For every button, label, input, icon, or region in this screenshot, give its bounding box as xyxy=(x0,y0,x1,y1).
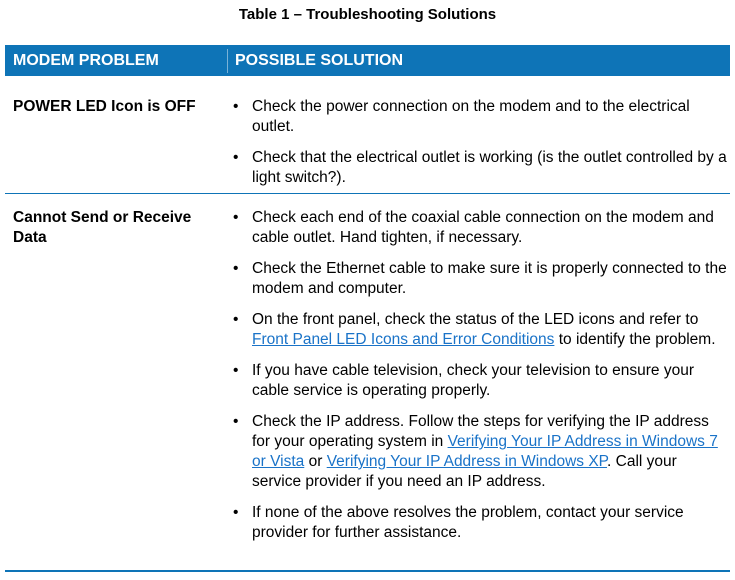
bullet-icon: • xyxy=(233,504,239,521)
solution-list xyxy=(233,97,728,188)
problem-label: POWER LED Icon is OFF xyxy=(13,98,196,115)
table-title: Table 1 – Troubleshooting Solutions xyxy=(238,6,497,23)
bullet-icon: • xyxy=(233,98,239,115)
table-bottom-rule xyxy=(5,570,730,572)
list-item: • Check the IP address. Follow the steps for verifying the IP address for your operating system in Verifying Your IP Address in Windows 7 or Vista or Verifying Your IP Address in Windows XP. Call your service provider if you need an IP address. xyxy=(233,413,718,490)
list-item: • Check the power connection on the modem and to the electrical outlet. xyxy=(233,98,690,135)
row-divider xyxy=(5,193,730,194)
list-item: • On the front panel, check the status of the LED icons and refer to Front Panel LED Icons and Error Conditions to identify the problem. xyxy=(233,311,716,348)
list-item: • Check the Ethernet cable to make sure it is properly connected to the modem and computer. xyxy=(233,260,727,297)
link-verify-ip-windows-xp[interactable]: Verifying Your IP Address in Windows XP xyxy=(326,453,608,470)
link-front-panel-led-icons[interactable]: Front Panel LED Icons and Error Conditions xyxy=(252,331,555,348)
bullet-icon: • xyxy=(233,362,239,379)
header-modem-problem: MODEM PROBLEM xyxy=(13,52,159,69)
solution-list xyxy=(233,208,728,543)
bullet-icon: • xyxy=(233,209,239,226)
header-divider xyxy=(227,49,228,73)
bullet-icon: • xyxy=(233,311,239,328)
problem-label: Cannot Send or Receive Data xyxy=(13,209,192,246)
list-item: • If none of the above resolves the problem, contact your service provider for further assistance. xyxy=(233,504,684,541)
list-item: • Check that the electrical outlet is working (is the outlet controlled by a light switch?). xyxy=(233,149,727,186)
link-verify-ip-windows-7-vista[interactable]: Verifying Your IP Address in Windows 7 or Vista xyxy=(252,433,718,470)
bullet-icon: • xyxy=(233,149,239,166)
bullet-icon: • xyxy=(233,260,239,277)
bullet-icon: • xyxy=(233,413,239,430)
header-possible-solution: POSSIBLE SOLUTION xyxy=(235,52,404,69)
list-item: • If you have cable television, check your television to ensure your cable service is operating properly. xyxy=(233,362,694,399)
table-header xyxy=(5,45,730,76)
list-item: • Check each end of the coaxial cable connection on the modem and cable outlet. Hand tighten, if necessary. xyxy=(233,209,714,246)
